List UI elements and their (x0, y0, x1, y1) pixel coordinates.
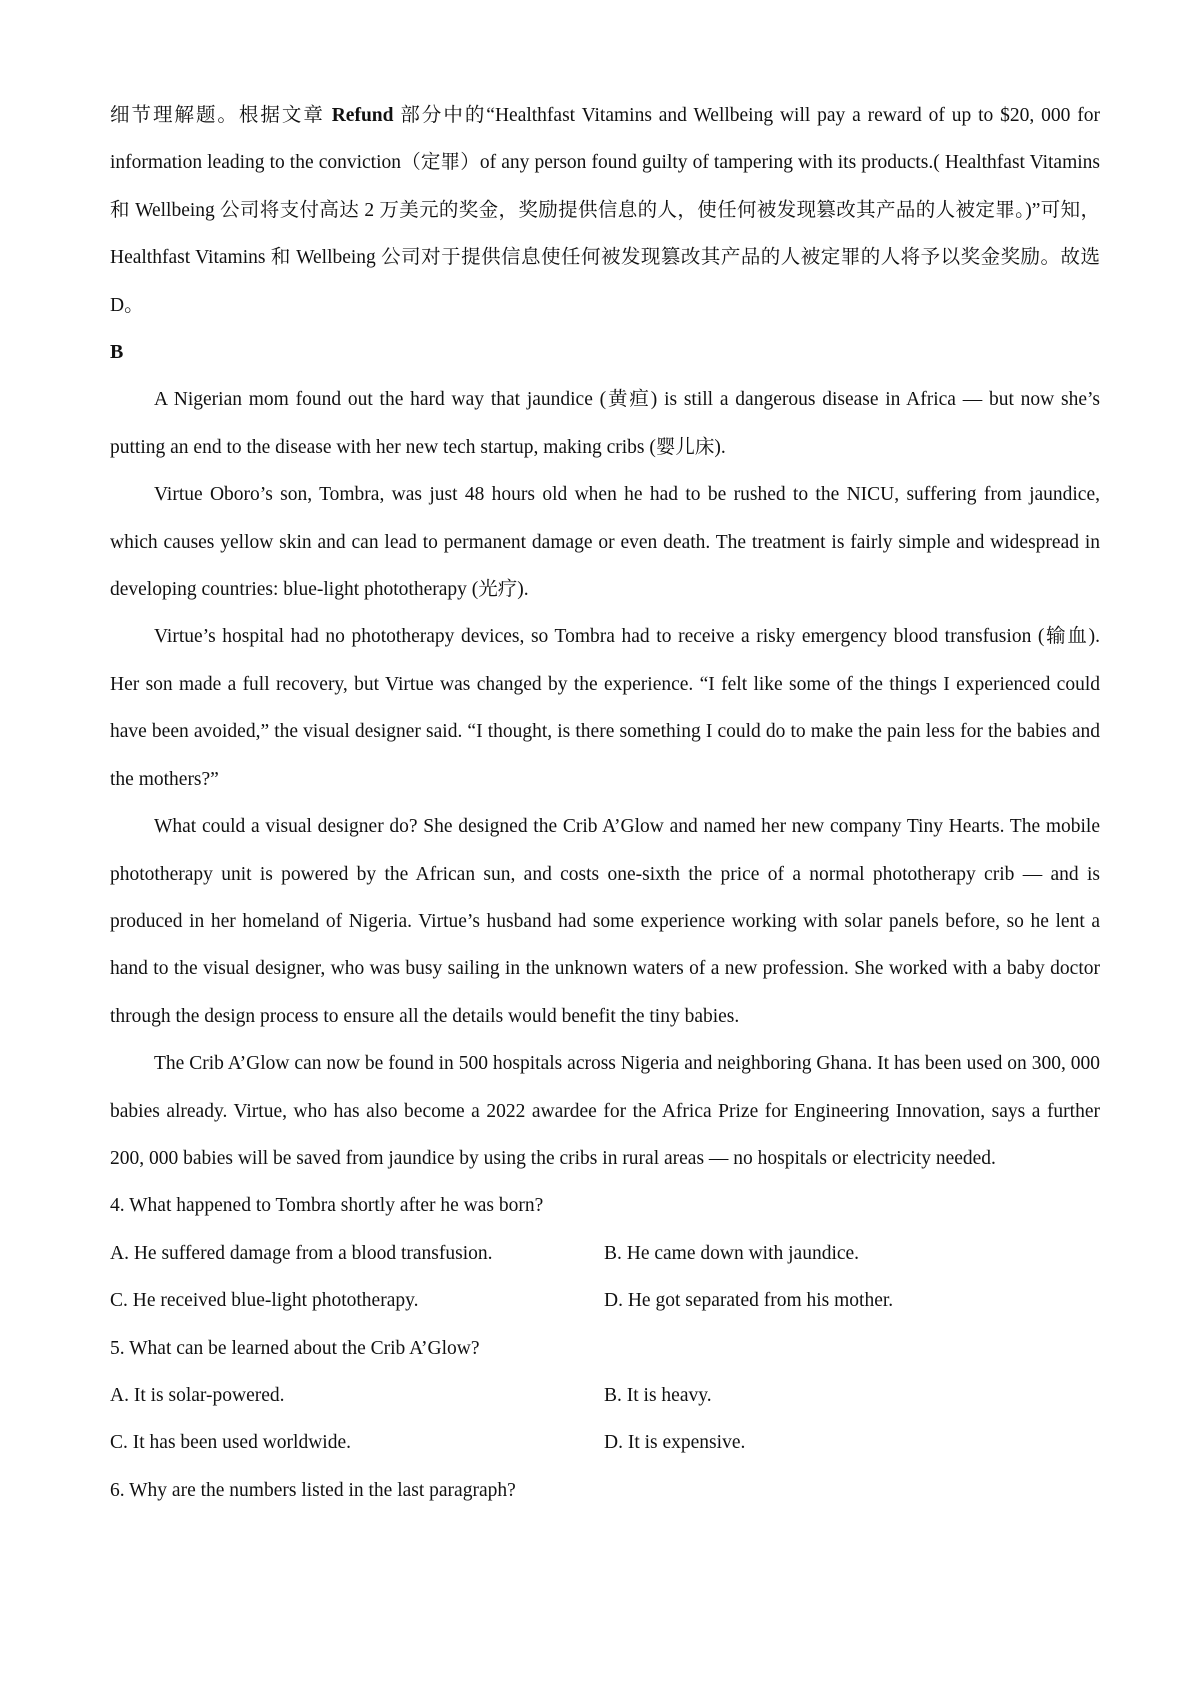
option-row (110, 1230, 1100, 1277)
question-stem: 5. What can be learned about the Crib A’Glow? (110, 1337, 480, 1359)
explanation-text: 细节理解题。根据文章 (110, 105, 332, 126)
option-a: A. He suffered damage from a blood transfusion. (110, 1242, 493, 1264)
passage-paragraph: What could a visual designer do? She designed the Crib A’Glow and named her new company Tiny Hearts. The mobile phototherapy unit is powered by the African sun, and costs one-sixth the price of a normal phototherapy crib — and is produced in her homeland of Nigeria. Virtue’s husband had some experience working with solar panels before, so he lent a hand to the visual designer, who was busy sailing in the unknown waters of a new profession. She worked with a baby doctor through the design process to ensure all the details would benefit the tiny babies. (110, 816, 1100, 1027)
option-c: C. It has been used worldwide. (110, 1432, 351, 1454)
explanation-bold-term: Refund (331, 105, 394, 126)
option-c: C. He received blue-light phototherapy. (110, 1290, 419, 1312)
document-page (110, 92, 1100, 1514)
passage-paragraph: Virtue’s hospital had no phototherapy devices, so Tombra had to receive a risky emergency blood transfusion (输血). Her son made a full recovery, but Virtue was changed by the experience. “I felt like some of the things I experienced could have been avoided,” the visual designer said. “I thought, is there something I could do to make the pain less for the babies and the mothers?” (110, 626, 1100, 790)
explanation-text: 部分中的“Healthfast Vitamins and Wellbeing will pay a reward of up to $20, 000 for information leading to the conviction（定罪）of any person found guilty of tampering with its products.( Healthfast Vitamins 和 Wellbeing 公司将支付高达 2 万美元的奖金，奖励提供信息的人，使任何被发现篡改其产品的人被定罪。)”可知，Healthfast Vitamins 和 Wellbeing 公司对于提供信息使任何被发现篡改其产品的人被定罪的人将予以奖金奖励。故选 D。 (110, 105, 1100, 316)
option-row (110, 1419, 1100, 1466)
question-stem: 6. Why are the numbers listed in the last paragraph? (110, 1479, 516, 1501)
passage-paragraph: The Crib A’Glow can now be found in 500 hospitals across Nigeria and neighboring Ghana. It has been used on 300, 000 babies already. Virtue, who has also become a 2022 awardee for the Africa Prize for Engineering Innovation, says a further 200, 000 babies will be saved from jaundice by using the cribs in rural areas — no hospitals or electricity needed. (110, 1053, 1100, 1169)
option-b: B. He came down with jaundice. (604, 1242, 860, 1264)
question-stem: 4. What happened to Tombra shortly after he was born? (110, 1195, 544, 1217)
option-a: A. It is solar-powered. (110, 1384, 285, 1406)
section-title: B (110, 341, 124, 364)
answer-explanation (110, 92, 1100, 329)
option-d: D. It is expensive. (604, 1432, 746, 1454)
option-row (110, 1277, 1100, 1324)
passage-paragraph: Virtue Oboro’s son, Tombra, was just 48 hours old when he had to be rushed to the NICU, suffering from jaundice, which causes yellow skin and can lead to permanent damage or even death. The treatment is fairly simple and widespread in developing countries: blue-light phototherapy (光疗). (110, 484, 1100, 601)
passage-paragraph: A Nigerian mom found out the hard way that jaundice (黄疸) is still a dangerous disease in Africa — but now she’s putting an end to the disease with her new tech startup, making cribs (婴儿床). (110, 389, 1100, 458)
option-b: B. It is heavy. (604, 1384, 712, 1406)
option-d: D. He got separated from his mother. (604, 1290, 894, 1312)
option-row (110, 1372, 1100, 1419)
